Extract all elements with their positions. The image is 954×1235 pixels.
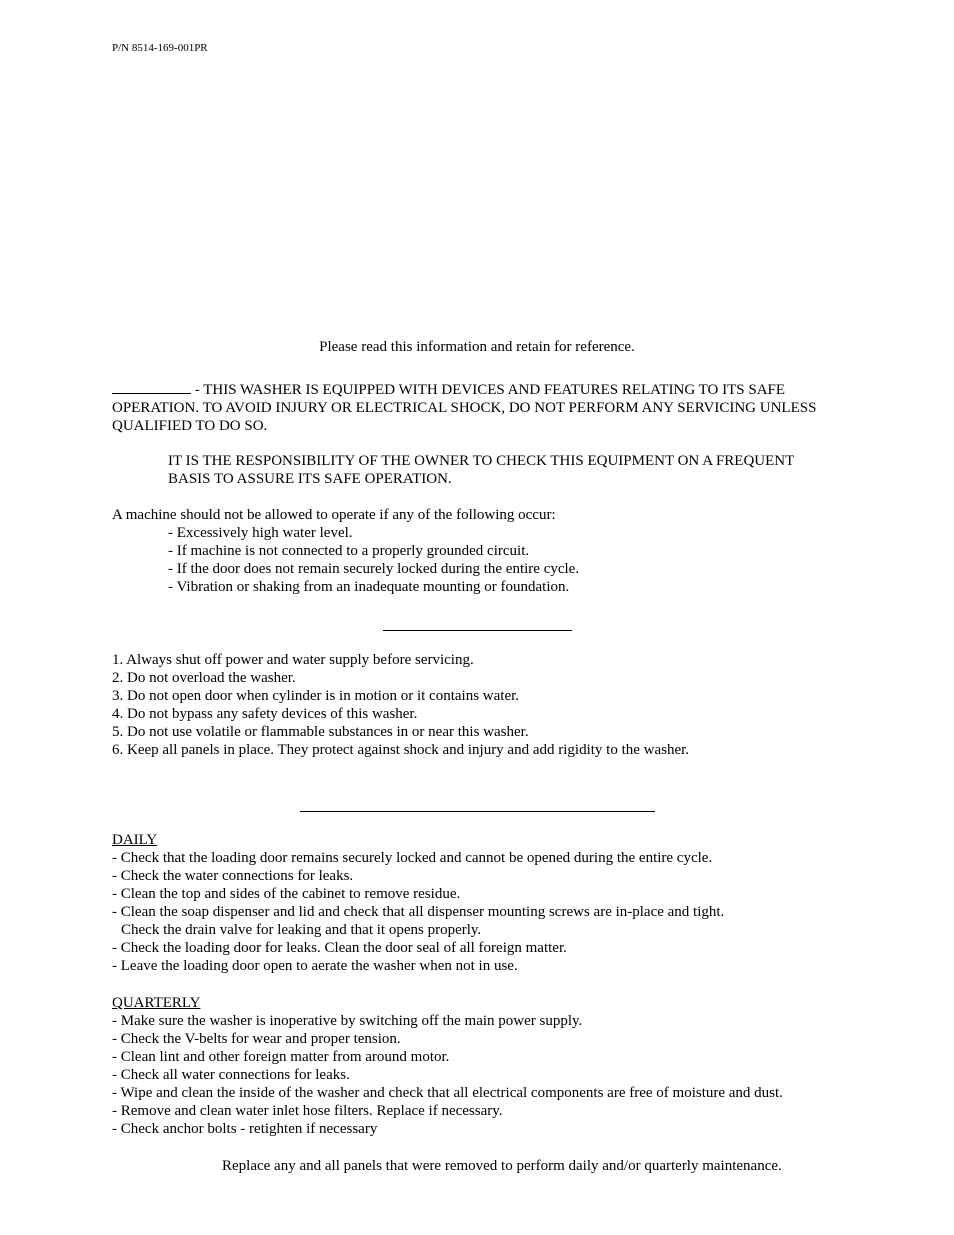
daily-section [112,831,724,975]
owner-responsibility: IT IS THE RESPONSIBILITY OF THE OWNER TO CHECK THIS EQUIPMENT ON A FREQUENT BASIS TO ASSURE ITS SAFE OPERATION. [168,453,795,487]
blank-heading-line [112,380,191,394]
list-item: Check the drain valve for leaking and that it opens properly. [121,922,482,938]
part-number: P/N 8514-169-001PR [112,42,208,54]
list-item: 2. Do not overload the washer. [112,670,296,686]
list-item: 5. Do not use volatile or flammable substances in or near this washer. [112,724,529,740]
list-item: 4. Do not bypass any safety devices of this washer. [112,706,418,722]
warning-paragraph [112,380,832,435]
quarterly-heading: QUARTERLY [112,995,201,1011]
list-item: - Check all water connections for leaks. [112,1067,350,1083]
closing-note: Replace any and all panels that were removed to perform daily and/or quarterly maintenance. [222,1158,782,1174]
safety-rules-list [112,651,689,759]
list-item: - Leave the loading door open to aerate the washer when not in use. [112,958,518,974]
list-item: - Clean the soap dispenser and lid and check that all dispenser mounting screws are in-place and tight. [112,904,725,920]
intro-note: Please read this information and retain for reference. [319,339,635,355]
section-divider [383,630,572,631]
conditions-list [168,524,579,596]
list-item: - Clean the top and sides of the cabinet to remove residue. [112,886,461,902]
list-item: - Remove and clean water inlet hose filters. Replace if necessary. [112,1103,503,1119]
list-item: 6. Keep all panels in place. They protect against shock and injury and add rigidity to the washer. [112,742,690,758]
quarterly-section [112,994,783,1138]
list-item: - Check that the loading door remains securely locked and cannot be opened during the entire cycle. [112,850,713,866]
warning-text: - THIS WASHER IS EQUIPPED WITH DEVICES AND FEATURES RELATING TO ITS SAFE OPERATION. TO AVOID INJURY OR ELECTRICAL SHOCK, DO NOT PERFORM ANY SERVICING UNLESS QUALIFIED TO DO SO. [112,382,817,434]
list-item: - Make sure the washer is inoperative by switching off the main power supply. [112,1013,583,1029]
section-divider [300,811,655,812]
list-item: 3. Do not open door when cylinder is in motion or it contains water. [112,688,520,704]
list-item: 1. Always shut off power and water supply before servicing. [112,652,474,668]
list-item: - Wipe and clean the inside of the washer and check that all electrical components are free of moisture and dust. [112,1085,783,1101]
conditions-lead: A machine should not be allowed to operate if any of the following occur: [112,507,556,523]
list-item: - Check anchor bolts - retighten if necessary [112,1121,378,1137]
daily-heading: DAILY [112,832,158,848]
list-item: - Clean lint and other foreign matter from around motor. [112,1049,450,1065]
list-item: - Check the water connections for leaks. [112,868,354,884]
list-item: - Vibration or shaking from an inadequate mounting or foundation. [168,579,570,595]
list-item: - Check the loading door for leaks. Clean the door seal of all foreign matter. [112,940,567,956]
list-item: - If the door does not remain securely locked during the entire cycle. [168,561,580,577]
list-item: - If machine is not connected to a properly grounded circuit. [168,543,530,559]
list-item: - Check the V-belts for wear and proper tension. [112,1031,401,1047]
list-item: - Excessively high water level. [168,525,353,541]
